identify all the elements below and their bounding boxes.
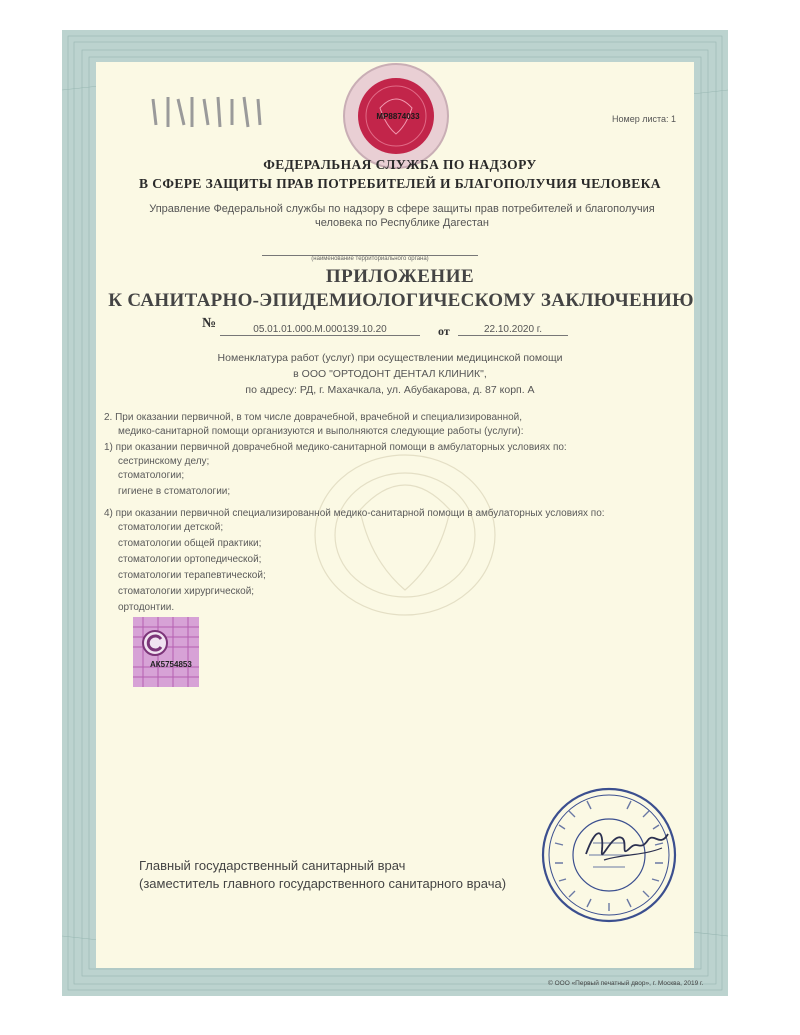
body-line: гигиене в стоматологии;: [118, 486, 231, 497]
body-line: стоматологии;: [118, 470, 185, 481]
department-caption: (наименование территориального органа): [311, 256, 429, 262]
document-subtitle: К САНИТАРНО-ЭПИДЕМИОЛОГИЧЕСКОМУ ЗАКЛЮЧЕНИЮ: [108, 290, 694, 311]
body-line: 2. При оказании первичной, в том числе доврачебной, врачебной и специализированной,: [104, 412, 523, 423]
conclusion-date: 22.10.2020 г.: [458, 324, 568, 336]
printer-footer: © ООО «Первый печатный двор», г. Москва, 2019 г.: [548, 980, 704, 987]
body-line: медико-санитарной помощи организуются и выполняются следующие работы (услуги):: [118, 426, 524, 437]
body-line: 1) при оказании первичной доврачебной медико-санитарной помощи в амбулаторных условиях по:: [104, 442, 567, 453]
doctor-deputy-title: (заместитель главного государственного санитарного врача): [139, 876, 507, 891]
sheet-number: Номер листа: 1: [612, 114, 677, 124]
body-line: стоматологии детской;: [118, 522, 224, 533]
date-label: от: [438, 324, 450, 338]
body-line: стоматологии ортопедической;: [118, 554, 262, 565]
department-line-2: человека по Республике Дагестан: [315, 217, 489, 229]
emblem-watermark: [300, 440, 510, 630]
body-line: стоматологии общей практики;: [118, 538, 262, 549]
agency-line-2: В СФЕРЕ ЗАЩИТЫ ПРАВ ПОТРЕБИТЕЛЕЙ И БЛАГОПОЛУЧИЯ ЧЕЛОВЕКА: [139, 176, 661, 191]
number-label: №: [202, 316, 217, 331]
nomenclature-line-2: в ООО "ОРТОДОНТ ДЕНТАЛ КЛИНИК",: [293, 368, 487, 380]
body-line: сестринскому делу;: [118, 456, 210, 467]
document-title: ПРИЛОЖЕНИЕ: [325, 266, 475, 287]
redaction-scribble: [148, 95, 268, 129]
agency-name: [110, 155, 690, 193]
conclusion-number: 05.01.01.000.М.000139.10.20: [220, 324, 420, 336]
hologram-code: МР8874033: [376, 112, 420, 121]
body-line: стоматологии хирургической;: [118, 586, 255, 597]
nomenclature-line-1: Номенклатура работ (услуг) при осуществлении медицинской помощи: [217, 352, 563, 364]
body-line: ортодонтии.: [118, 602, 175, 613]
security-stamp: [133, 617, 199, 687]
body-line: стоматологии терапевтической;: [118, 570, 266, 581]
signature: [582, 818, 672, 878]
doctor-title: Главный государственный санитарный врач: [139, 858, 406, 873]
department-line-1: Управление Федеральной службы по надзору в сфере защиты прав потребителей и благополучия: [149, 203, 655, 215]
nomenclature-line-3: по адресу: РД, г. Махачкала, ул. Абубакарова, д. 87 корп. А: [245, 384, 535, 396]
department-name: [112, 202, 692, 230]
agency-line-1: ФЕДЕРАЛЬНАЯ СЛУЖБА ПО НАДЗОРУ: [263, 157, 537, 172]
stamp-code: АК5754853: [150, 660, 192, 669]
body-line: 4) при оказании первичной специализированной медико-санитарной помощи в амбулаторных условиях по:: [104, 508, 605, 519]
